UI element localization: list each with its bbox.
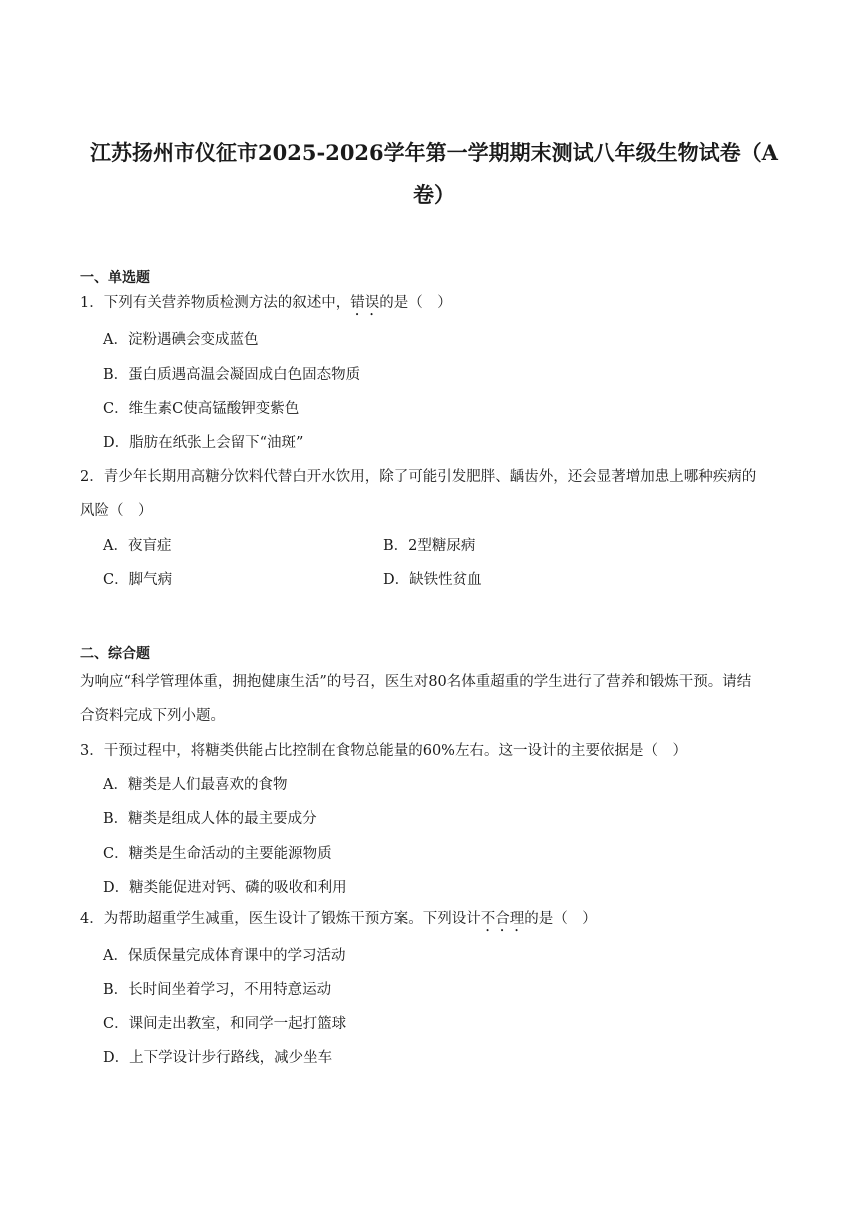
question-4-option-d: D．上下学设计步行路线，减少坐车 — [103, 1050, 333, 1066]
question-3-option-a: A．糖类是人们最喜欢的食物 — [103, 777, 288, 793]
question-1-stem-post: 的是（ ） — [379, 295, 452, 311]
question-4-stem — [80, 907, 597, 935]
question-1-option-c: C．维生素C使高锰酸钾变紫色 — [103, 401, 300, 417]
question-2-option-b: B．2型糖尿病 — [383, 538, 476, 554]
question-1-stem — [80, 291, 452, 319]
question-3-stem: 3．干预过程中，将糖类供能占比控制在食物总能量的60%左右。这一设计的主要依据是（ ） — [80, 743, 687, 759]
exam-title-line1: 江苏扬州市仪征市2025-2026学年第一学期期末测试八年级生物试卷（A — [90, 140, 778, 165]
question-4-stem-pre: 4．为帮助超重学生减重，医生设计了锻炼干预方案。下列设计 — [80, 911, 481, 927]
exam-title-line2: 卷） — [413, 182, 455, 207]
question-2-stem-line2: 风险（ ） — [80, 503, 153, 519]
question-4-emphasis: 不合理 — [480, 911, 525, 927]
question-1-option-b: B．蛋白质遇高温会凝固成白色固态物质 — [103, 367, 361, 383]
question-4-option-c: C．课间走出教室，和同学一起打篮球 — [103, 1016, 347, 1032]
material-line1: 为响应“科学管理体重，拥抱健康生活”的号召，医生对80名体重超重的学生进行了营养和锻炼干预。请结 — [80, 674, 752, 690]
question-1-stem-pre: 1．下列有关营养物质检测方法的叙述中， — [80, 295, 351, 311]
question-3-option-d: D．糖类能促进对钙、磷的吸收和利用 — [103, 880, 347, 896]
question-1-option-d: D．脂肪在纸张上会留下“油斑” — [103, 435, 304, 451]
section-heading-single-choice: 一、单选题 — [80, 270, 150, 286]
question-2-stem-line1: 2．青少年长期用高糖分饮料代替白开水饮用，除了可能引发肥胖、龋齿外，还会显著增加患上哪种疾病的 — [80, 469, 757, 485]
question-4-option-b: B．长时间坐着学习，不用特意运动 — [103, 982, 332, 998]
question-2-option-a: A．夜盲症 — [103, 538, 172, 554]
question-2-option-c: C．脚气病 — [103, 572, 173, 588]
question-4-stem-post: 的是（ ） — [524, 911, 597, 927]
question-1-emphasis: 错误 — [350, 295, 380, 311]
question-2-option-d: D．缺铁性贫血 — [383, 572, 482, 588]
section-heading-comprehensive: 二、综合题 — [80, 646, 150, 662]
question-4-option-a: A．保质保量完成体育课中的学习活动 — [103, 948, 346, 964]
question-1-option-a: A．淀粉遇碘会变成蓝色 — [103, 332, 259, 348]
material-line2: 合资料完成下列小题。 — [80, 708, 225, 724]
question-3-option-c: C．糖类是生命活动的主要能源物质 — [103, 846, 332, 862]
question-3-option-b: B．糖类是组成人体的最主要成分 — [103, 811, 317, 827]
